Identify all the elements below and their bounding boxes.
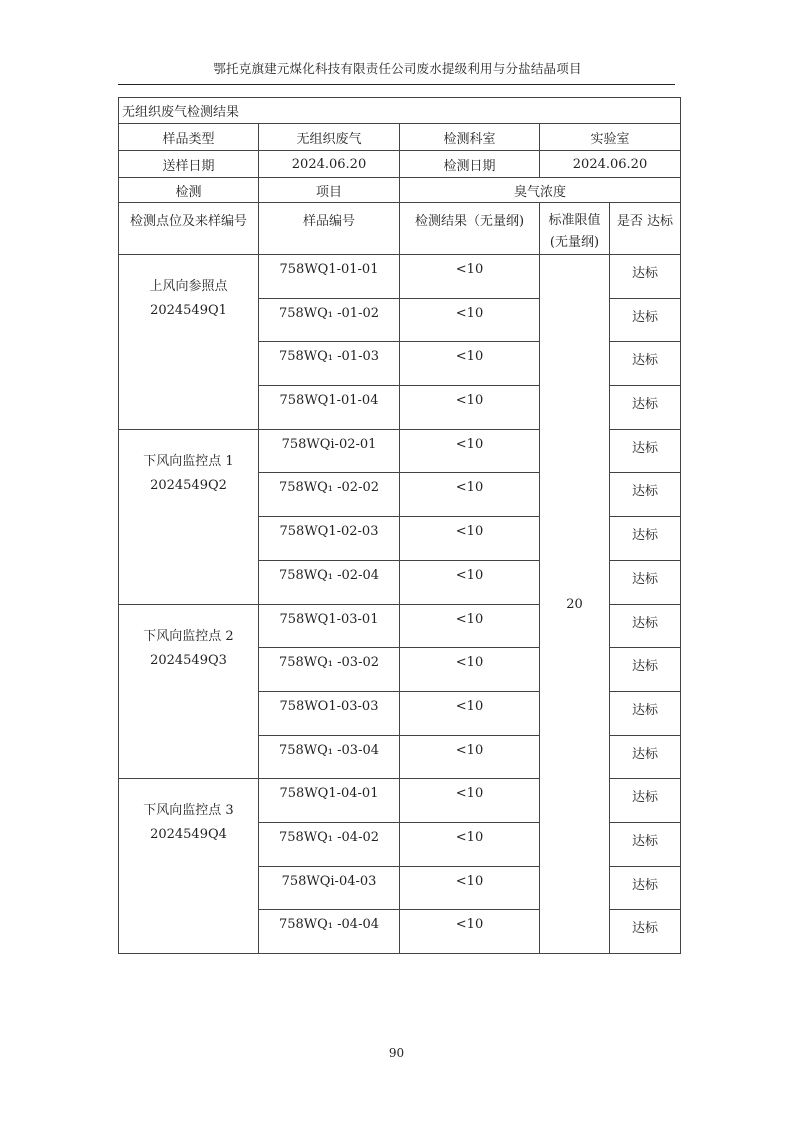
monitoring-point-code: 2024549Q2 bbox=[150, 477, 227, 493]
result-cell: <10 bbox=[400, 342, 540, 386]
col-header-standard-line1: 标准限值 bbox=[548, 213, 601, 228]
compliance-cell: 达标 bbox=[610, 648, 681, 692]
monitoring-point-cell bbox=[119, 255, 259, 430]
monitoring-point-code: 2024549Q3 bbox=[150, 652, 227, 668]
result-cell: <10 bbox=[400, 691, 540, 735]
sample-id-cell: 758WQi-02-01 bbox=[259, 429, 400, 473]
header-divider bbox=[118, 84, 675, 85]
compliance-cell: 达标 bbox=[610, 386, 681, 430]
compliance-cell: 达标 bbox=[610, 517, 681, 561]
sample-id-cell: 758WQ1-03-01 bbox=[259, 604, 400, 648]
item-row bbox=[119, 178, 681, 203]
odor-results-table bbox=[118, 97, 681, 954]
result-cell: <10 bbox=[400, 866, 540, 910]
sample-id-cell: 758WQ₁ -03-04 bbox=[259, 735, 400, 779]
compliance-cell: 达标 bbox=[610, 604, 681, 648]
col-header-sample-id: 样品编号 bbox=[259, 203, 400, 255]
col-header-result: 检测结果（无量纲) bbox=[400, 203, 540, 255]
result-cell: <10 bbox=[400, 473, 540, 517]
monitoring-point-name: 上风向参照点 bbox=[149, 279, 228, 294]
sample-id-cell: 758WQ1-02-03 bbox=[259, 517, 400, 561]
column-header-row bbox=[119, 203, 681, 255]
compliance-cell: 达标 bbox=[610, 910, 681, 954]
test-date-value: 2024.06.20 bbox=[540, 151, 681, 178]
compliance-cell: 达标 bbox=[610, 255, 681, 299]
monitoring-point-code: 2024549Q1 bbox=[150, 303, 227, 318]
result-cell: <10 bbox=[400, 255, 540, 299]
sample-type-value: 无组织废气 bbox=[259, 124, 400, 151]
table-title: 无组织废气检测结果 bbox=[119, 98, 681, 124]
send-date-value: 2024.06.20 bbox=[259, 151, 400, 178]
col-header-judge: 是否 达标 bbox=[610, 203, 681, 255]
monitoring-point-name: 下风向监控点 2 bbox=[143, 628, 234, 644]
sample-id-cell: 758WQi-04-03 bbox=[259, 866, 400, 910]
sample-id-cell: 758WO1-03-03 bbox=[259, 691, 400, 735]
compliance-cell: 达标 bbox=[610, 691, 681, 735]
result-cell: <10 bbox=[400, 910, 540, 954]
compliance-cell: 达标 bbox=[610, 298, 681, 342]
result-cell: <10 bbox=[400, 779, 540, 823]
standard-limit-cell: 20 bbox=[540, 255, 610, 954]
lab-label: 检测科室 bbox=[400, 124, 540, 151]
monitoring-point-cell bbox=[119, 604, 259, 779]
item-label: 项目 bbox=[259, 178, 400, 203]
sample-id-cell: 758WQ1-01-04 bbox=[259, 386, 400, 430]
compliance-cell: 达标 bbox=[610, 866, 681, 910]
sample-id-cell: 758WQ₁ -03-02 bbox=[259, 648, 400, 692]
sample-id-cell: 758WQ₁ -01-03 bbox=[259, 342, 400, 386]
sample-id-cell: 758WQ1-01-01 bbox=[259, 255, 400, 299]
sample-id-cell: 758WQ₁ -02-04 bbox=[259, 560, 400, 604]
monitoring-point-name: 下风向监控点 1 bbox=[143, 453, 234, 469]
sample-id-cell: 758WQ₁ -04-02 bbox=[259, 822, 400, 866]
lab-value: 实验室 bbox=[540, 124, 681, 151]
result-cell: <10 bbox=[400, 822, 540, 866]
compliance-cell: 达标 bbox=[610, 342, 681, 386]
item-value: 臭气浓度 bbox=[400, 178, 681, 203]
compliance-cell: 达标 bbox=[610, 822, 681, 866]
monitoring-point-name: 下风向监控点 3 bbox=[143, 803, 234, 819]
result-cell: <10 bbox=[400, 298, 540, 342]
send-date-label: 送样日期 bbox=[119, 151, 259, 178]
result-cell: <10 bbox=[400, 735, 540, 779]
result-cell: <10 bbox=[400, 429, 540, 473]
col-header-standard bbox=[540, 203, 610, 255]
test-date-label: 检测日期 bbox=[400, 151, 540, 178]
page-number: 90 bbox=[388, 1046, 405, 1060]
monitoring-point-cell bbox=[119, 779, 259, 954]
sample-id-cell: 758WQ₁ -02-02 bbox=[259, 473, 400, 517]
compliance-cell: 达标 bbox=[610, 560, 681, 604]
table-title-row bbox=[119, 98, 681, 124]
compliance-cell: 达标 bbox=[610, 429, 681, 473]
compliance-cell: 达标 bbox=[610, 473, 681, 517]
date-row bbox=[119, 151, 681, 178]
col-header-standard-line2: (无量纲) bbox=[549, 235, 600, 250]
monitoring-point-cell bbox=[119, 429, 259, 604]
sample-type-label: 样品类型 bbox=[119, 124, 259, 151]
monitoring-point-code: 2024549Q4 bbox=[150, 827, 227, 843]
result-cell: <10 bbox=[400, 604, 540, 648]
result-cell: <10 bbox=[400, 517, 540, 561]
page-header-title: 鄂托克旗建元煤化科技有限责任公司废水提级利用与分盐结晶项目 bbox=[213, 61, 582, 76]
test-label: 检测 bbox=[119, 178, 259, 203]
result-cell: <10 bbox=[400, 560, 540, 604]
sample-id-cell: 758WQ₁ -01-02 bbox=[259, 298, 400, 342]
col-header-point: 检测点位及来样编号 bbox=[119, 203, 259, 255]
compliance-cell: 达标 bbox=[610, 735, 681, 779]
result-cell: <10 bbox=[400, 386, 540, 430]
result-cell: <10 bbox=[400, 648, 540, 692]
sample-id-cell: 758WQ₁ -04-04 bbox=[259, 910, 400, 954]
sample-id-cell: 758WQ1-04-01 bbox=[259, 779, 400, 823]
compliance-cell: 达标 bbox=[610, 779, 681, 823]
sample-type-row bbox=[119, 124, 681, 151]
table-row bbox=[119, 255, 681, 299]
